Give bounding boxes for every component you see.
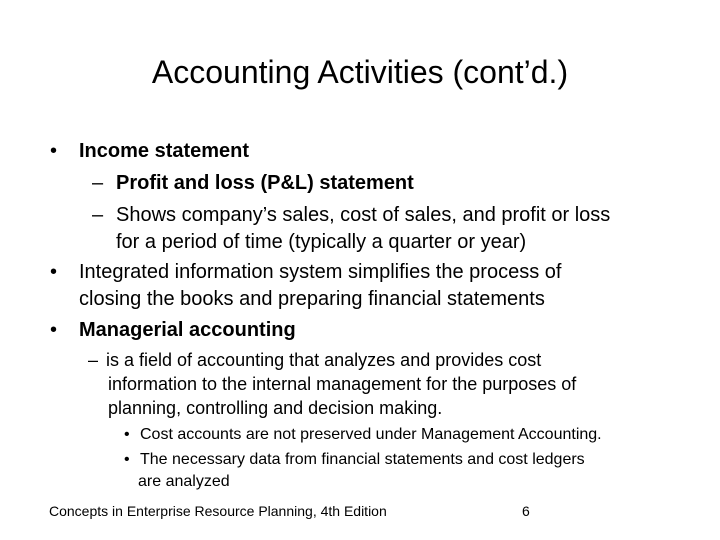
bullet-income-statement: Income statement (79, 140, 250, 162)
sub-bullet-managerial-def-line1: is a field of accounting that analyzes and provides cost (106, 350, 542, 370)
sub-sub-bullet-necessary-data-line2: are analyzed (138, 473, 230, 490)
sub-bullet-shows-sales-line2: for a period of time (typically a quarter or year) (116, 231, 527, 253)
bullet-marker: • (50, 261, 58, 283)
footer-source: Concepts in Enterprise Resource Planning, 4th Edition (49, 503, 387, 519)
slide-title: Accounting Activities (cont’d.) (151, 54, 569, 90)
sub-bullet-marker: – (92, 172, 104, 194)
sub-sub-bullet-necessary-data-line1: The necessary data from financial statements and cost ledgers (140, 451, 585, 468)
bullet-marker: • (50, 140, 58, 162)
sub-sub-bullet-marker: • (124, 426, 130, 443)
sub-bullet-marker: – (92, 204, 104, 226)
sub-bullet-managerial-def-line2: information to the internal management for the purposes of (108, 374, 577, 394)
bullet-managerial-accounting: Managerial accounting (79, 319, 296, 341)
sub-bullet-pl-statement: Profit and loss (P&L) statement (116, 172, 414, 194)
sub-bullet-marker: – (88, 350, 99, 370)
bullet-integrated-system-line1: Integrated information system simplifies the process of (79, 261, 562, 283)
sub-bullet-managerial-def-line3: planning, controlling and decision making. (108, 398, 443, 418)
footer-page-number: 6 (522, 503, 530, 519)
sub-bullet-shows-sales-line1: Shows company’s sales, cost of sales, and profit or loss (116, 204, 611, 226)
sub-sub-bullet-marker: • (124, 451, 130, 468)
bullet-marker: • (50, 319, 58, 341)
bullet-integrated-system-line2: closing the books and preparing financial statements (79, 288, 545, 310)
sub-sub-bullet-cost-accounts: Cost accounts are not preserved under Management Accounting. (140, 426, 602, 443)
